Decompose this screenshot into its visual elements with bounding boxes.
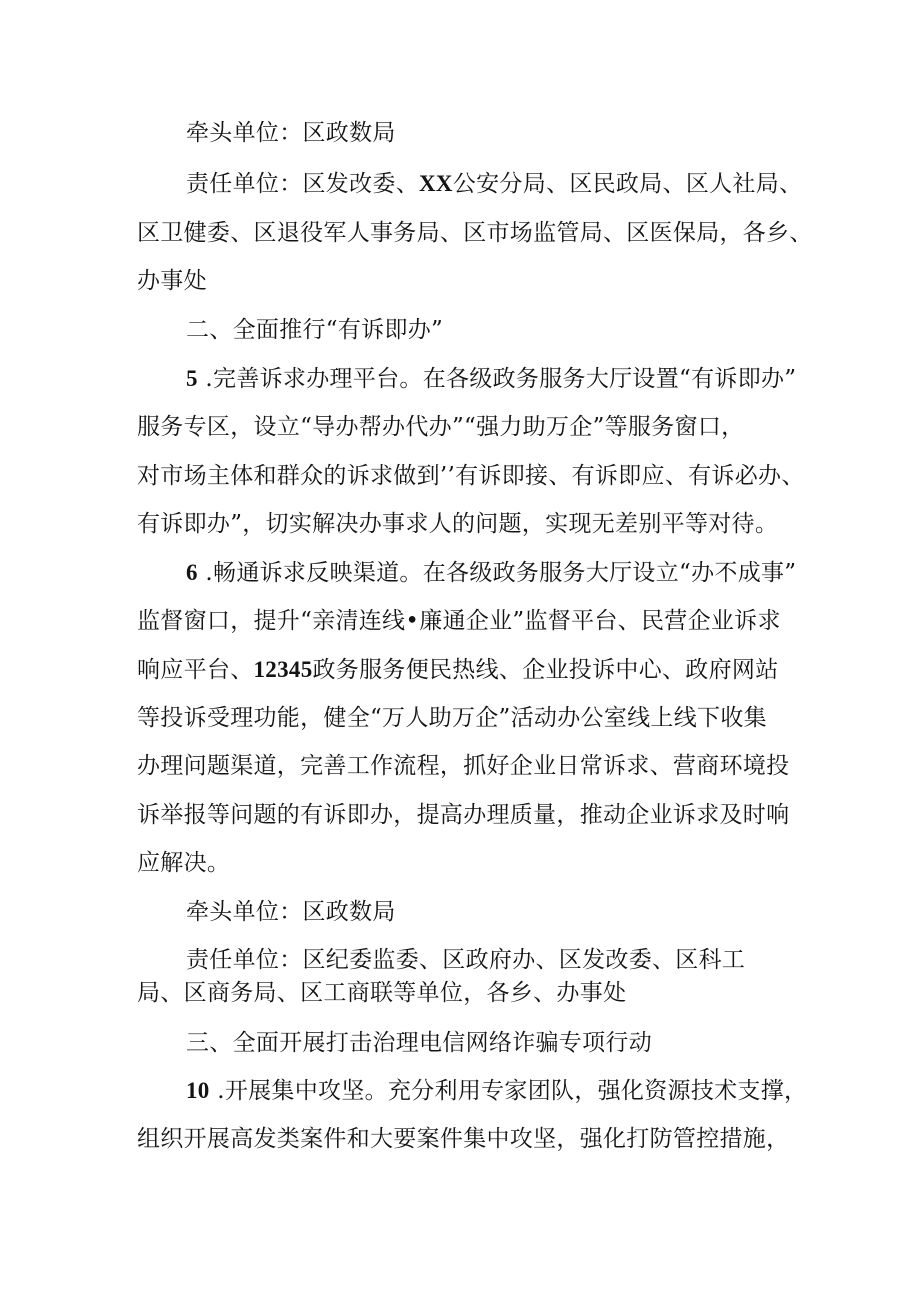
item-5-line-2: 服务专区，设立“导办帮办代办”“强力助万企”等服务窗口， (137, 414, 745, 440)
item-number: 10 (186, 1078, 210, 1103)
item-5-line-3: 对市场主体和群众的诉求做到’’有诉即接、有诉即应、有诉必办、 (137, 463, 805, 489)
item-number: 6 (186, 560, 198, 585)
item-6-line-6: 诉举报等问题的有诉即办，提高办理质量，推动企业诉求及时响 (137, 802, 790, 828)
item-6-line-7: 应解决。 (137, 850, 231, 876)
section-3-heading: 三、全面开展打击治理电信网络诈骗专项行动 (186, 1030, 652, 1056)
item-5-line-1 (186, 364, 796, 394)
section-2-heading: 二、全面推行“有诉即办” (186, 317, 444, 343)
responsible-units-1-line-2: 区卫健委、区退役军人事务局、区市场监管局、区医保局，各乡、 (137, 220, 813, 246)
responsible-units-1-line-3: 办事处 (137, 268, 207, 294)
lead-unit-2: 牵头单位：区政数局 (186, 899, 396, 925)
item-6-line-5: 办理问题渠道，完善工作流程，抓好企业日常诉求、营商环境投 (137, 753, 790, 779)
item-5-line-4: 有诉即办”，切实解决办事求人的问题，实现无差别平等对待。 (137, 511, 779, 537)
text-segment: 责任单位：区发改委、 (186, 171, 419, 197)
item-6-line-4: 等投诉受理功能，健全“万人助万企”活动办公室线上线下收集 (137, 705, 767, 731)
item-10-line-2: 组织开展高发类案件和大要案件集中攻坚，强化打防管控措施， (137, 1126, 790, 1152)
item-6-line-1 (186, 558, 796, 588)
hotline-number: 12345 (253, 657, 313, 682)
redacted-name: XX (419, 171, 453, 196)
responsible-units-2-line-1: 责任单位：区纪委监委、区政府办、区发改委、区科工 (186, 947, 746, 973)
text-segment: .完善诉求办理平台。在各级政务服务大厅设置“有诉即办” (197, 366, 797, 392)
item-6-line-2: 监督窗口，提升“亲清连线•廉通企业”监督平台、民营企业诉求 (137, 608, 781, 634)
lead-unit-1: 牵头单位：区政数局 (186, 120, 396, 146)
text-segment: 公安分局、区民政局、区人社局、 (452, 171, 803, 197)
responsible-units-2-line-2: 局、区商务局、区工商联等单位，各乡、办事处 (137, 980, 627, 1006)
text-segment: 政务服务便民热线、企业投诉中心、政府网站 (312, 657, 779, 683)
item-number: 5 (186, 366, 198, 391)
text-segment: .畅通诉求反映渠道。在各级政务服务大厅设立“办不成事” (197, 560, 797, 586)
text-segment: .开展集中攻坚。充分利用专家团队，强化资源技术支撑， (209, 1078, 808, 1104)
text-segment: 响应平台、 (137, 657, 254, 683)
responsible-units-1-line-1 (186, 169, 802, 199)
item-10-line-1 (186, 1076, 807, 1106)
item-6-line-3 (137, 655, 779, 685)
